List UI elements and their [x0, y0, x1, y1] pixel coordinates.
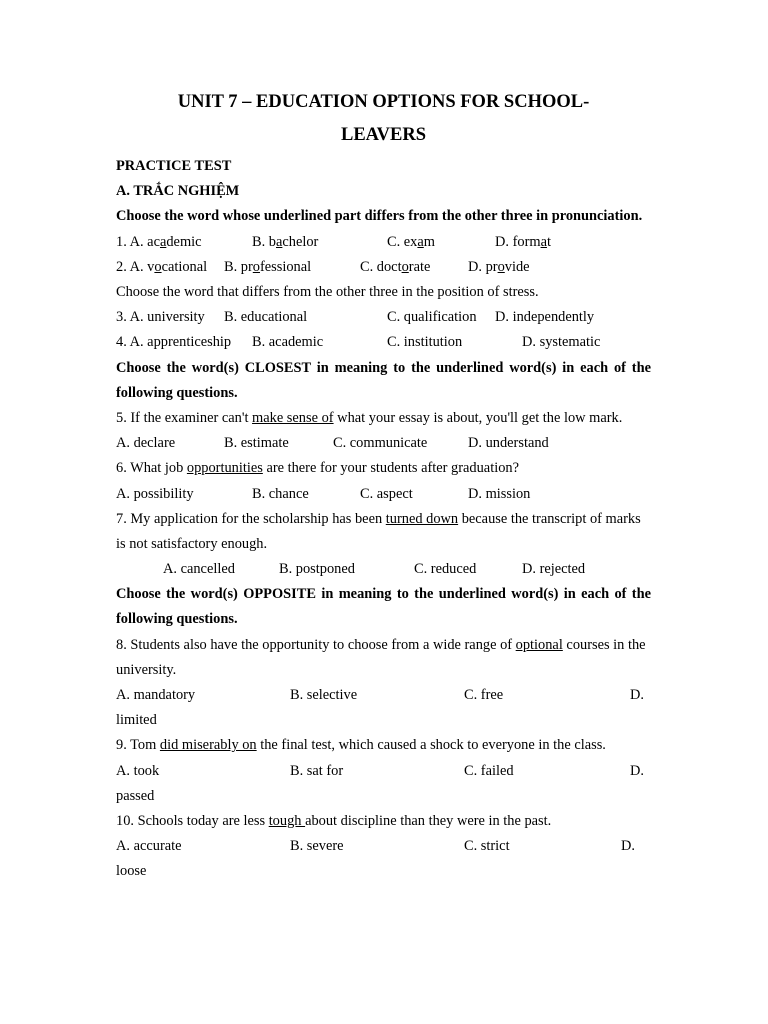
question-10-options — [116, 834, 651, 859]
question-6-stem: 6. What job opportunities are there for your students after graduation? — [116, 460, 519, 477]
q2-option-b: B. professional — [224, 258, 312, 275]
worksheet-page — [116, 86, 651, 885]
question-10-stem: 10. Schools today are less tough about discipline than they were in the past. — [116, 813, 552, 830]
q5-underlined: make sense of — [252, 409, 334, 426]
q7-underlined: turned down — [385, 510, 459, 527]
q10-underlined: tough — [268, 813, 306, 830]
page-title — [116, 86, 651, 152]
q9-underlined: did miserably on — [159, 737, 257, 754]
q9-option-a: A. took — [116, 762, 160, 779]
question-5-stem: 5. If the examiner can't make sense of what your essay is about, you'll get the low mark. — [116, 409, 623, 426]
question-6-options — [116, 482, 651, 507]
question-8-options — [116, 683, 651, 708]
q6-underlined: opportunities — [186, 460, 263, 477]
question-8-stem: 8. Students also have the opportunity to choose from a wide range of optional courses in the university. — [116, 636, 646, 678]
q3-option-c: C. qualification — [387, 309, 477, 326]
instruction-opposite: Choose the word(s) OPPOSITE in meaning to the underlined word(s) in each of the following questions. — [116, 586, 651, 628]
q1-option-a: 1. A. academic — [116, 233, 202, 250]
question-4 — [116, 330, 651, 355]
q9-option-d: D. — [630, 762, 644, 779]
q7-option-d: D. rejected — [522, 561, 586, 578]
q8-option-a: A. mandatory — [116, 687, 196, 704]
q3-option-b: B. educational — [224, 309, 308, 326]
q8-underlined: optional — [515, 636, 563, 653]
q6-option-d: D. mission — [468, 485, 531, 502]
question-3 — [116, 305, 651, 330]
q2-option-a: 2. A. vocational — [116, 258, 208, 275]
q8-option-d: D. — [630, 687, 644, 704]
q10-option-b: B. severe — [290, 838, 344, 855]
q9-option-d-text: passed — [116, 787, 155, 804]
q5-option-b: B. estimate — [224, 435, 289, 452]
title-line-2: LEAVERS — [340, 125, 426, 145]
q4-option-b: B. academic — [252, 334, 324, 351]
q6-option-a: A. possibility — [116, 485, 194, 502]
instruction-closest: Choose the word(s) CLOSEST in meaning to the underlined word(s) in each of the following questions. — [116, 359, 651, 401]
section-a-heading: A. TRẮC NGHIỆM — [116, 183, 240, 200]
q2-option-d: D. provide — [468, 258, 530, 275]
q2-option-c: C. doctorate — [360, 258, 431, 275]
instruction-pronunciation: Choose the word whose underlined part differs from the other three in pronunciation. — [116, 208, 643, 225]
q1-option-d: D. format — [495, 233, 551, 250]
q3-option-a: 3. A. university — [116, 309, 205, 326]
q10-option-d: D. — [621, 838, 635, 855]
q4-option-a: 4. A. apprenticeship — [116, 334, 232, 351]
question-7-stem: 7. My application for the scholarship has been turned down because the transcript of marks is not satisfactory enough. — [116, 510, 641, 552]
q9-option-c: C. failed — [464, 762, 514, 779]
q8-option-d-text: limited — [116, 712, 157, 729]
instruction-stress: Choose the word that differs from the other three in the position of stress. — [116, 283, 539, 300]
question-1 — [116, 230, 651, 255]
q10-option-c: C. strict — [464, 838, 510, 855]
question-9-options — [116, 759, 651, 784]
question-9-stem: 9. Tom did miserably on the final test, which caused a shock to everyone in the class. — [116, 737, 606, 754]
q4-option-c: C. institution — [387, 334, 463, 351]
title-line-1: UNIT 7 – EDUCATION OPTIONS FOR SCHOOL- — [177, 92, 590, 112]
q10-option-d-text: loose — [116, 863, 147, 880]
q5-option-d: D. understand — [468, 435, 549, 452]
q3-option-d: D. independently — [495, 309, 595, 326]
q10-option-a: A. accurate — [116, 838, 182, 855]
q7-option-a: A. cancelled — [163, 561, 235, 578]
q6-option-b: B. chance — [252, 485, 309, 502]
q5-option-a: A. declare — [116, 435, 176, 452]
question-5-options — [116, 431, 651, 456]
q1-option-c: C. exam — [387, 233, 435, 250]
practice-test-heading: PRACTICE TEST — [116, 158, 232, 174]
question-7-options — [116, 557, 651, 582]
q1-option-b: B. bachelor — [252, 233, 319, 250]
q9-option-b: B. sat for — [290, 762, 344, 779]
q6-option-c: C. aspect — [360, 485, 413, 502]
q7-option-b: B. postponed — [279, 561, 355, 578]
q7-option-c: C. reduced — [414, 561, 477, 578]
q8-option-c: C. free — [464, 687, 504, 704]
q8-option-b: B. selective — [290, 687, 358, 704]
question-2 — [116, 255, 651, 280]
q4-option-d: D. systematic — [522, 334, 601, 351]
q5-option-c: C. communicate — [333, 435, 428, 452]
